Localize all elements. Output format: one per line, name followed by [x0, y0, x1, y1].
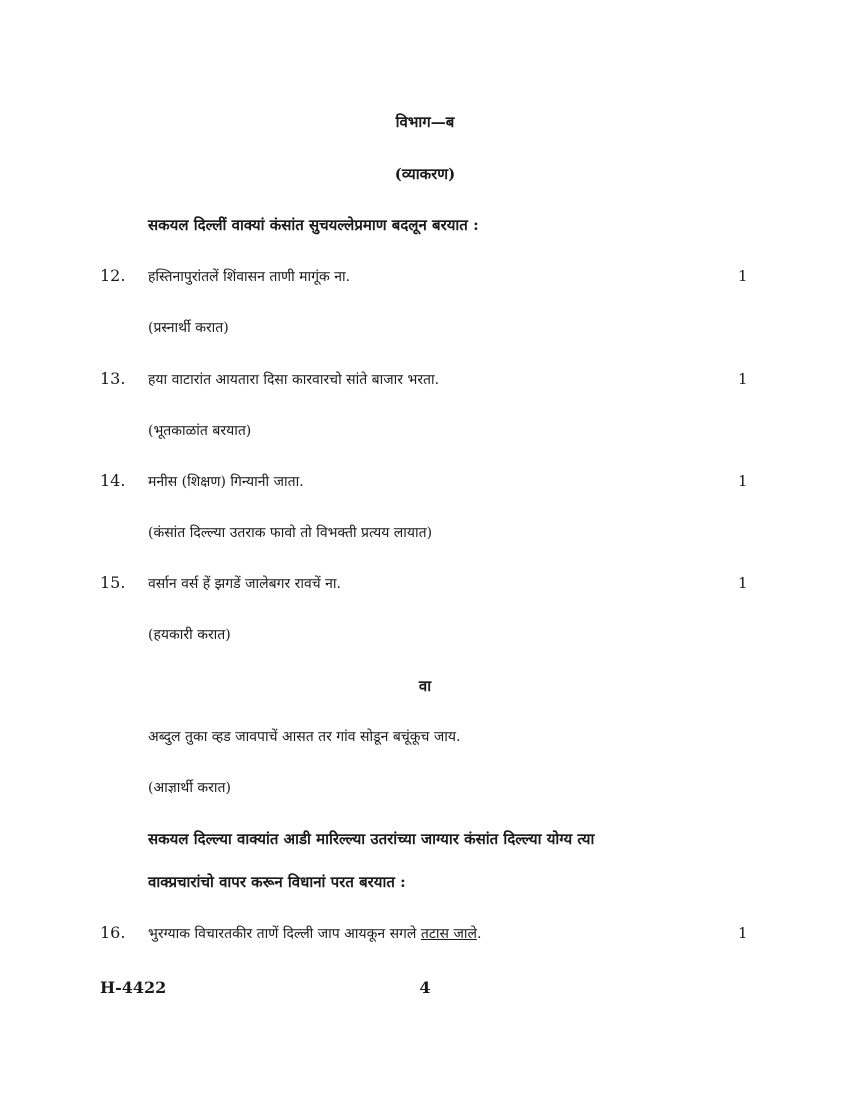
or-label: वा	[418, 677, 432, 695]
question-hint: (कंसांत दिल्ल्या उतराक फावो तो विभक्ती प्रत्यय लायात)	[148, 525, 433, 541]
section-title: विभाग—ब	[395, 113, 455, 131]
question-hint: (भूतकाळांत बरयात)	[148, 423, 252, 439]
question-number: 15.	[100, 573, 126, 592]
question-text-part: .	[476, 926, 482, 942]
question-text: हया वाटारांत आयतारा दिसा कारवारचो सांते बाजार भरता.	[148, 372, 440, 388]
question-number: 16.	[100, 923, 126, 942]
question-mark: 1	[738, 267, 748, 285]
question-text: मनीस (शिक्षण) गिन्यानी जाता.	[148, 474, 304, 490]
section-subtitle: (व्याकरण)	[394, 165, 456, 183]
alt-question-text: अब्दुल तुका व्हड जावपाचें आसत तर गांव सोडून बचूंकूच जाय.	[148, 729, 461, 745]
question-mark: 1	[738, 924, 748, 942]
instruction-text: सकयल दिल्ल्या वाक्यांत आडी मारिल्ल्या उतरांच्या जाग्यार कंसांत दिल्ल्या योग्य त्या	[148, 830, 595, 848]
instruction-text: सकयल दिल्लीं वाक्यां कंसांत सुचयल्लेप्रमाण बदलून बरयात :	[148, 216, 479, 234]
question-mark: 1	[738, 574, 748, 592]
question-text: वर्सान वर्स हें झगडें जालेबगर रावचें ना.	[148, 576, 341, 592]
question-text	[148, 924, 481, 943]
question-number: 13.	[100, 369, 126, 388]
question-hint: (हयकारी करात)	[148, 627, 231, 643]
question-number: 14.	[100, 471, 126, 490]
page-number: 4	[419, 978, 431, 997]
question-text-part: भुरग्याक विचारतकीर ताणें दिल्ली जाप आयकून सगले	[148, 926, 421, 942]
question-mark: 1	[738, 472, 748, 490]
question-hint: (प्रस्नार्थी करात)	[148, 320, 229, 336]
question-number: 12.	[100, 266, 126, 285]
alt-question-hint: (आज्ञार्थी करात)	[148, 780, 231, 796]
underlined-phrase: तटास जाले	[420, 926, 477, 942]
paper-code: H-4422	[100, 978, 167, 997]
question-mark: 1	[738, 370, 748, 388]
instruction-text: वाक्प्रचारांचो वापर करून विधानां परत बरयात :	[148, 873, 406, 891]
question-text: हस्तिनापुरांतलें शिंवासन ताणी मागूंक ना.	[148, 269, 351, 285]
